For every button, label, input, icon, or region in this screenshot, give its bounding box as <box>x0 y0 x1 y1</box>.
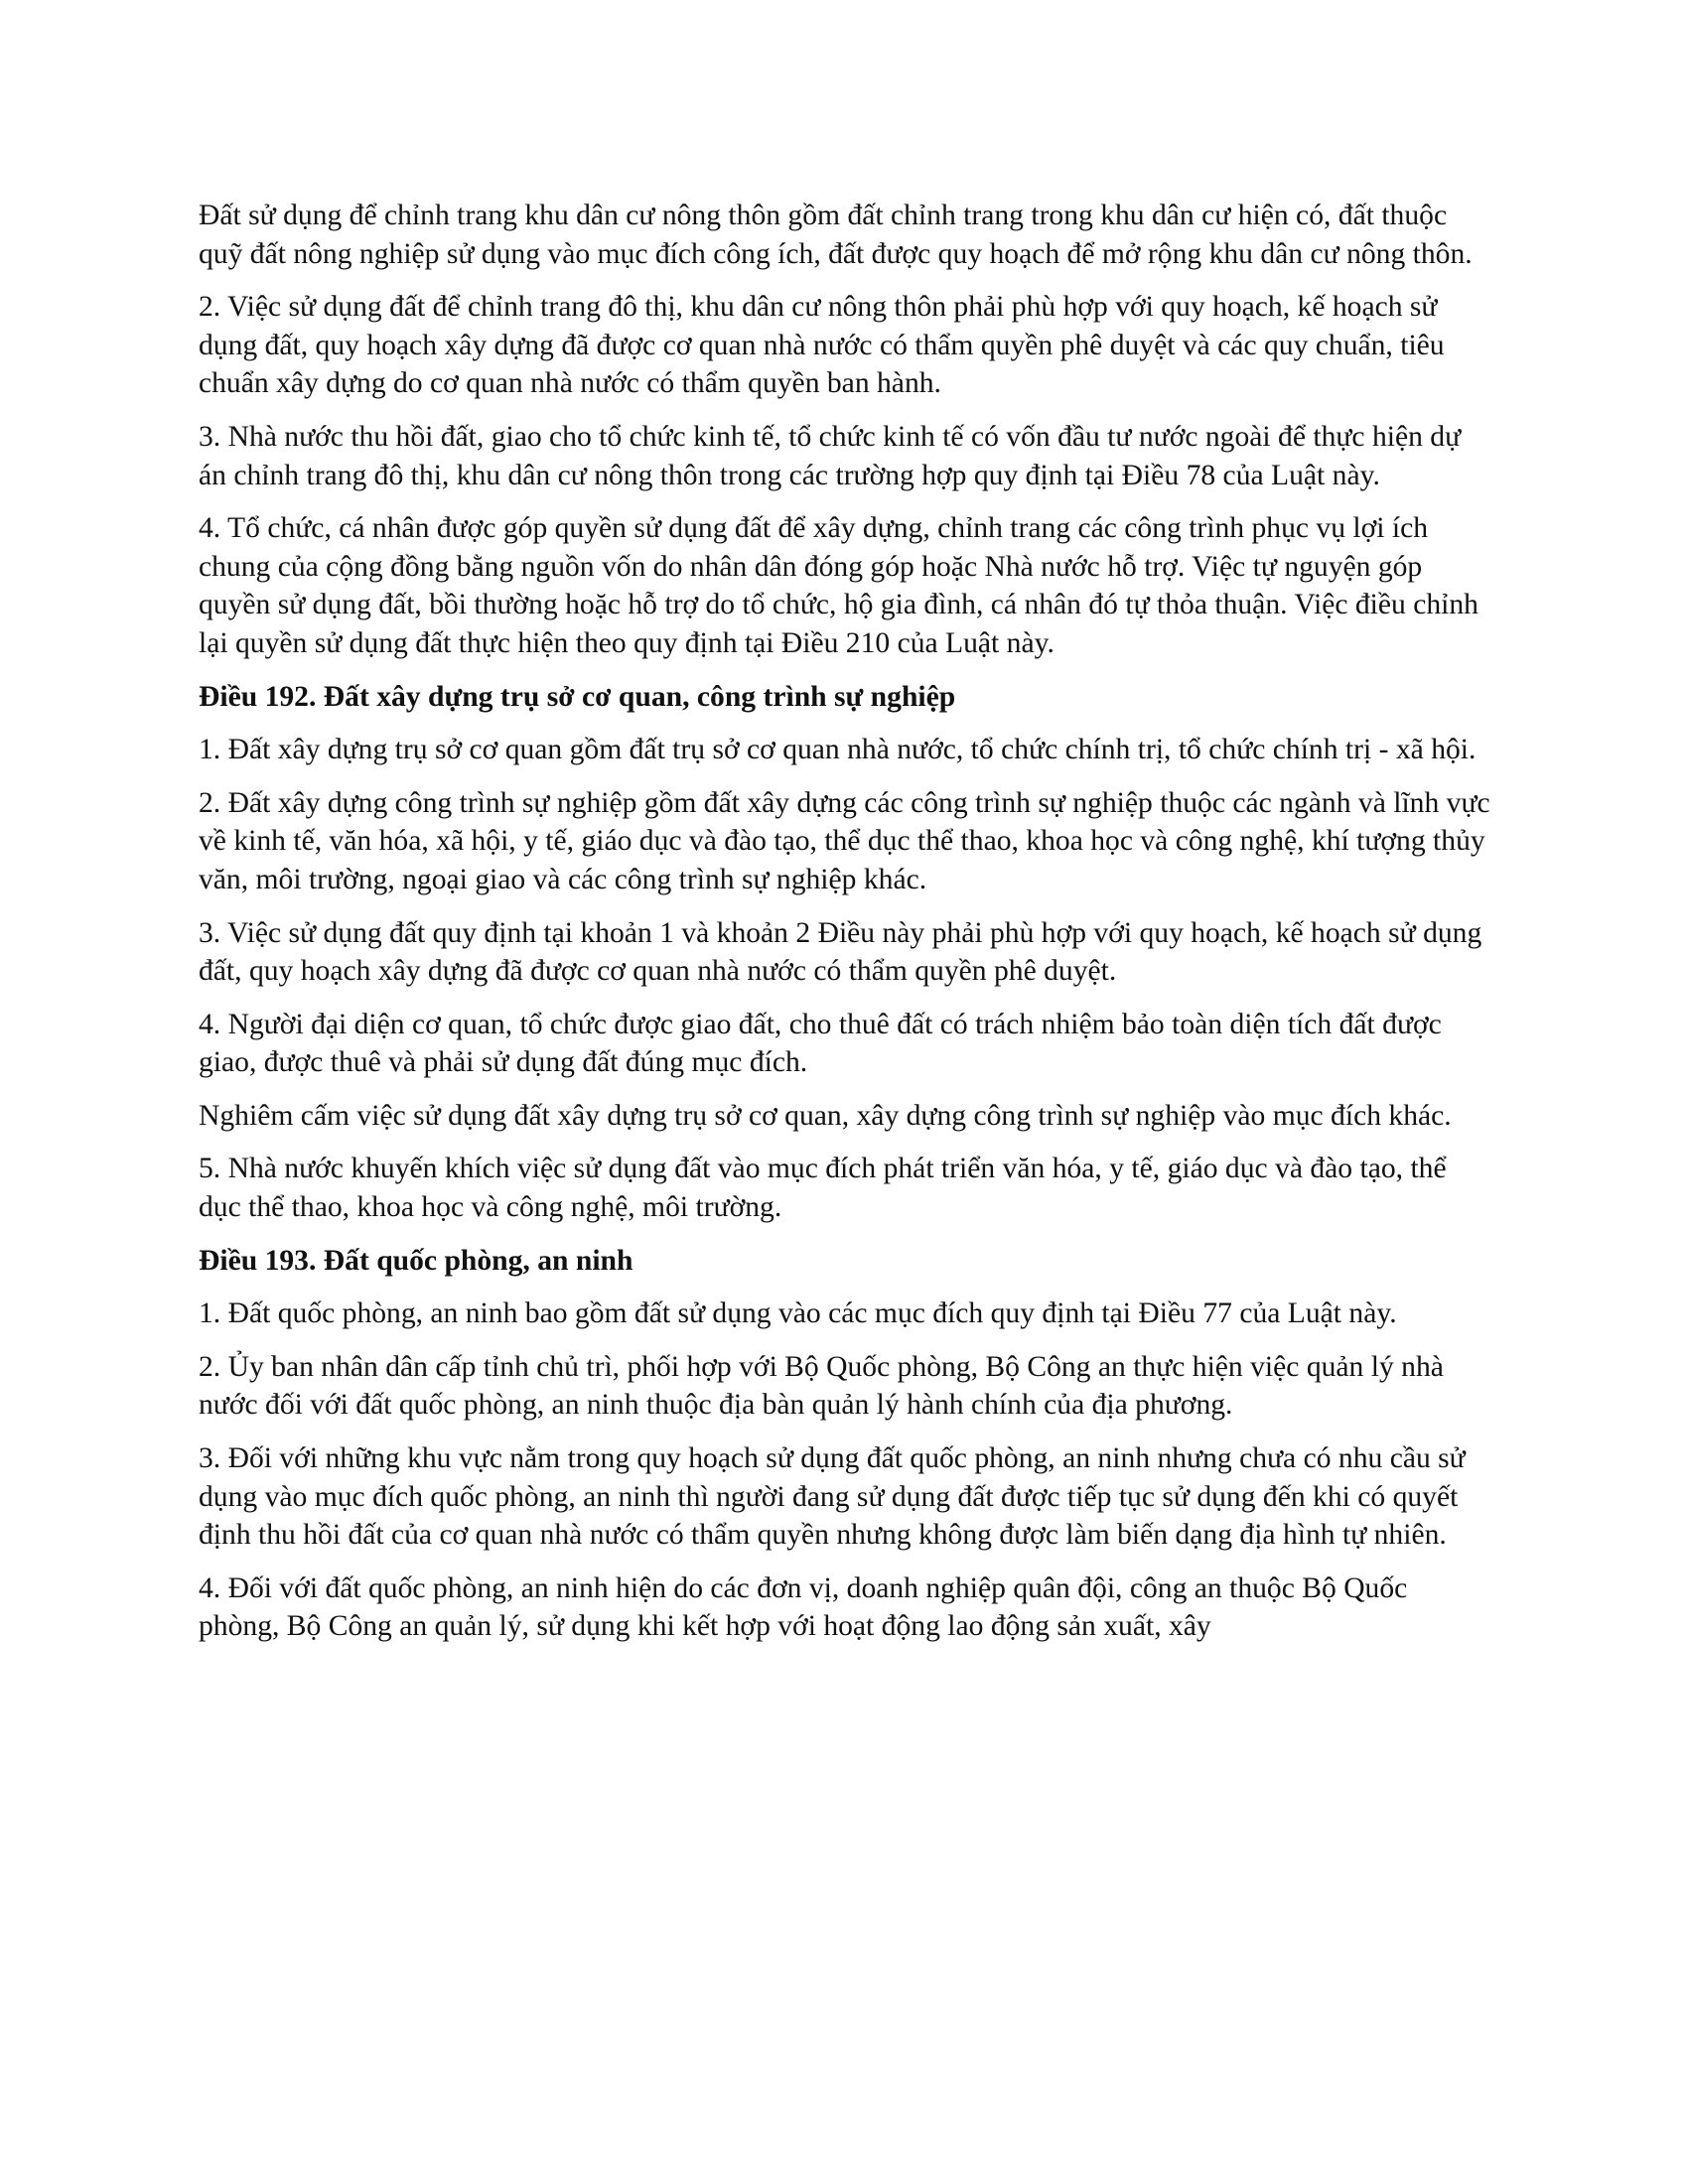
document-page <box>199 197 1494 1661</box>
paragraph: Đất sử dụng để chỉnh trang khu dân cư nông thôn gồm đất chỉnh trang trong khu dân cư hiện có, đất thuộc quỹ đất nông nghiệp sử dụng vào mục đích công ích, đất được quy hoạch để mở rộng khu dân cư nông thôn. <box>199 200 1473 270</box>
paragraph: 2. Việc sử dụng đất để chỉnh trang đô thị, khu dân cư nông thôn phải phù hợp với quy hoạch, kế hoạch sử dụng đất, quy hoạch xây dựng đã được cơ quan nhà nước có thẩm quyền phê duyệt và các quy chuẩn, tiêu chuẩn xây dựng do cơ quan nhà nước có thẩm quyền ban hành. <box>199 291 1445 400</box>
paragraph: 3. Đối với những khu vực nằm trong quy hoạch sử dụng đất quốc phòng, an ninh nhưng chưa có nhu cầu sử dụng vào mục đích quốc phòng, an ninh thì người đang sử dụng đất được tiếp tục sử dụng đến khi có quyết định thu hồi đất của cơ quan nhà nước có thẩm quyền nhưng không được làm biến dạng địa hình tự nhiên. <box>199 1442 1466 1552</box>
paragraph: 3. Nhà nước thu hồi đất, giao cho tổ chức kinh tế, tổ chức kinh tế có vốn đầu tư nước ngoài để thực hiện dự án chỉnh trang đô thị, khu dân cư nông thôn trong các trường hợp quy định tại Điều 78 của Luật này. <box>199 420 1462 491</box>
paragraph: 2. Đất xây dựng công trình sự nghiệp gồm đất xây dựng các công trình sự nghiệp thuộc các ngành và lĩnh vực về kinh tế, văn hóa, xã hội, y tế, giáo dục và đào tạo, thể dục thể thao, khoa học và công nghệ, khí tượng thủy văn, môi trường, ngoại giao và các công trình sự nghiệp khác. <box>199 786 1490 895</box>
paragraph: 3. Việc sử dụng đất quy định tại khoản 1 và khoản 2 Điều này phải phù hợp với quy hoạch, kế hoạch sử dụng đất, quy hoạch xây dựng đã được cơ quan nhà nước có thẩm quyền phê duyệt. <box>199 916 1482 988</box>
article-heading: Điều 193. Đất quốc phòng, an ninh <box>199 1244 633 1277</box>
paragraph: 4. Tổ chức, cá nhân được góp quyền sử dụng đất để xây dựng, chỉnh trang các công trình phục vụ lợi ích chung của cộng đồng bằng nguồn vốn do nhân dân đóng góp hoặc Nhà nước hỗ trợ. Việc tự nguyện góp quyền sử dụng đất, bồi thường hoặc hỗ trợ do tổ chức, hộ gia đình, cá nhân đó tự thỏa thuận. Việc điều chỉnh lại quyền sử dụng đất thực hiện theo quy định tại Điều 210 của Luật này. <box>199 512 1478 659</box>
paragraph: 1. Đất xây dựng trụ sở cơ quan gồm đất trụ sở cơ quan nhà nước, tổ chức chính trị, tổ chức chính trị - xã hội. <box>199 734 1477 766</box>
paragraph: 5. Nhà nước khuyến khích việc sử dụng đất vào mục đích phát triển văn hóa, y tế, giáo dục và đào tạo, thể dục thể thao, khoa học và công nghệ, môi trường. <box>199 1153 1447 1224</box>
paragraph: 2. Ủy ban nhân dân cấp tỉnh chủ trì, phối hợp với Bộ Quốc phòng, Bộ Công an thực hiện việc quản lý nhà nước đối với đất quốc phòng, an ninh thuộc địa bàn quản lý hành chính của địa phương. <box>199 1350 1444 1422</box>
paragraph: 4. Người đại diện cơ quan, tổ chức được giao đất, cho thuê đất có trách nhiệm bảo toàn diện tích đất được giao, được thuê và phải sử dụng đất đúng mục đích. <box>199 1008 1442 1079</box>
article-heading: Điều 192. Đất xây dựng trụ sở cơ quan, công trình sự nghiệp <box>199 680 956 713</box>
paragraph: 1. Đất quốc phòng, an ninh bao gồm đất sử dụng vào các mục đích quy định tại Điều 77 của Luật này. <box>199 1297 1397 1330</box>
paragraph: Nghiêm cấm việc sử dụng đất xây dựng trụ sở cơ quan, xây dựng công trình sự nghiệp vào mục đích khác. <box>199 1099 1452 1132</box>
paragraph: 4. Đối với đất quốc phòng, an ninh hiện do các đơn vị, doanh nghiệp quân đội, công an thuộc Bộ Quốc phòng, Bộ Công an quản lý, sử dụng khi kết hợp với hoạt động lao động sản xuất, xây <box>199 1571 1408 1643</box>
